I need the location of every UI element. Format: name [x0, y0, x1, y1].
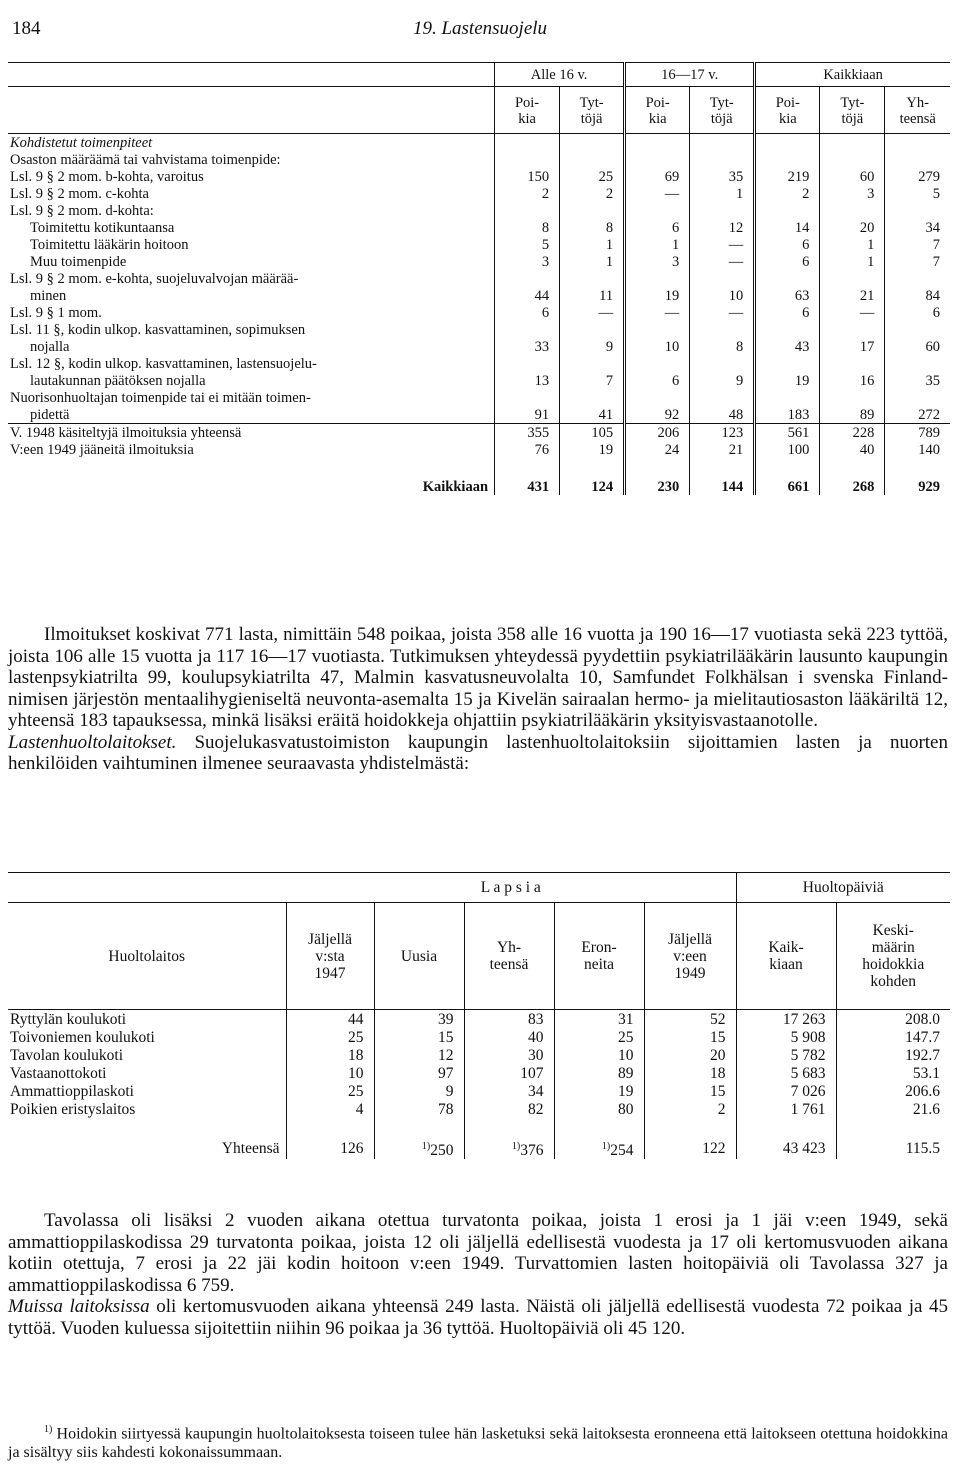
cell: 34 [885, 219, 950, 236]
cell [755, 389, 820, 406]
row-label: Toimitettu kotikuntaansa [30, 219, 175, 236]
cell: 89 [820, 406, 885, 424]
table-row [8, 1010, 950, 1029]
cell: 82 [464, 1100, 554, 1118]
col-group-16-17: 16—17 v. [625, 63, 755, 87]
row-label: V. 1948 käsiteltyjä ilmoituksia yhteensä [8, 424, 495, 442]
cell [560, 355, 625, 372]
cell [755, 202, 820, 219]
institutions-table [8, 872, 950, 1159]
cell: 10 [554, 1046, 644, 1064]
cell: 60 [885, 338, 950, 355]
cell: 150 [495, 168, 560, 185]
cell: 15 [644, 1028, 736, 1046]
cell: — [625, 304, 690, 321]
cell: 48 [690, 406, 755, 424]
cell: 6 [625, 372, 690, 389]
cell: 20 [820, 219, 885, 236]
table-row [8, 441, 950, 458]
cell: 3 [495, 253, 560, 270]
cell: 31 [554, 1010, 644, 1029]
cell: 272 [885, 406, 950, 424]
cell [560, 389, 625, 406]
paragraph-text: Suojelukasvatustoimiston kaupungin lastenhuoltolaitoksiin sijoittamien lasten ja nuorten henkilöiden vaihtuminen ilmenee seuraavasta yhdistelmästä: [8, 731, 948, 774]
cell: 2 [495, 185, 560, 202]
cell: 561 [755, 424, 820, 442]
cell: 92 [625, 406, 690, 424]
cell: 25 [560, 168, 625, 185]
cell [560, 202, 625, 219]
table-row [8, 168, 950, 185]
col-header: Jäljellä v:sta 1947 [286, 903, 374, 1010]
cell: 3 [820, 185, 885, 202]
cell: 929 [885, 458, 950, 495]
cell: 1 [690, 185, 755, 202]
cell: 20 [644, 1046, 736, 1064]
cell: 13 [495, 372, 560, 389]
cell: 35 [885, 372, 950, 389]
table-total-row [8, 458, 950, 495]
cell: 15 [374, 1028, 464, 1046]
cell [820, 270, 885, 287]
cell: 19 [625, 287, 690, 304]
col-header: Poi- kia [495, 87, 560, 134]
row-label: Osaston määräämä tai vahvistama toimenpide: [10, 151, 281, 168]
cell: 2 [644, 1100, 736, 1118]
cell [625, 270, 690, 287]
cell: 5 683 [736, 1064, 836, 1082]
cell: $^{1)}$250 [374, 1118, 464, 1159]
cell: 206 [625, 424, 690, 442]
cell [755, 270, 820, 287]
cell: 1 761 [736, 1100, 836, 1118]
row-label: Lsl. 9 § 2 mom. b-kohta, varoitus [10, 168, 204, 185]
cell: 52 [644, 1010, 736, 1029]
cell [495, 151, 560, 168]
cell [820, 321, 885, 338]
cell: 2 [560, 185, 625, 202]
cell: 10 [690, 287, 755, 304]
cell [885, 389, 950, 406]
cell: 39 [374, 1010, 464, 1029]
cell: 147.7 [836, 1028, 950, 1046]
row-label: Tavolan koulukoti [10, 1046, 123, 1064]
cell: 25 [286, 1028, 374, 1046]
page-header [10, 14, 950, 44]
col-header: Eron- neita [554, 903, 644, 1010]
cell: 21.6 [836, 1100, 950, 1118]
row-label: V:een 1949 jääneitä ilmoituksia [10, 441, 194, 458]
table-row [8, 389, 950, 406]
col-group-under-16: Alle 16 v. [495, 63, 625, 87]
col-header: Kaik- kiaan [736, 903, 836, 1010]
cell: 17 263 [736, 1010, 836, 1029]
cell: 8 [690, 338, 755, 355]
table-row [8, 236, 950, 253]
cell [820, 151, 885, 168]
cell: 6 [625, 219, 690, 236]
cell: 63 [755, 287, 820, 304]
cell [885, 321, 950, 338]
cell: 183 [755, 406, 820, 424]
table-row [8, 1028, 950, 1046]
col-header: Poi- kia [755, 87, 820, 134]
cell: 661 [755, 458, 820, 495]
cell: 11 [560, 287, 625, 304]
paragraph-lead: Muissa laitoksissa [8, 1296, 150, 1317]
col-header: Tyt- töjä [820, 87, 885, 134]
cell: 123 [690, 424, 755, 442]
table-row [8, 372, 950, 389]
cell: 122 [644, 1118, 736, 1159]
cell [495, 389, 560, 406]
cell: 100 [755, 441, 820, 458]
cell: — [625, 185, 690, 202]
cell [885, 202, 950, 219]
row-label: Poikien eristyslaitos [10, 1100, 136, 1118]
cell [495, 202, 560, 219]
cell: 206.6 [836, 1082, 950, 1100]
cell: 53.1 [836, 1064, 950, 1082]
cell: 60 [820, 168, 885, 185]
cell: 25 [554, 1028, 644, 1046]
cell: — [820, 304, 885, 321]
body-paragraph-2 [8, 1210, 948, 1339]
footnote-mark: 1) [601, 1141, 611, 1152]
col-header: Huoltolaitos [8, 903, 286, 1010]
cell: 10 [625, 338, 690, 355]
page-number: 184 [12, 18, 41, 39]
cell: 76 [495, 441, 560, 458]
cell: 105 [560, 424, 625, 442]
cell: 208.0 [836, 1010, 950, 1029]
measures-table [8, 62, 950, 495]
cell [755, 151, 820, 168]
cell [820, 389, 885, 406]
row-label: pidettä [30, 406, 70, 423]
cell: 7 [885, 253, 950, 270]
table-row [8, 304, 950, 321]
cell: 34 [464, 1082, 554, 1100]
cell: 228 [820, 424, 885, 442]
row-label: nojalla [30, 338, 70, 355]
total-label: Yhteensä [221, 1140, 280, 1158]
cell [495, 321, 560, 338]
cell: 115.5 [836, 1118, 950, 1159]
cell: 126 [286, 1118, 374, 1159]
cell: 10 [286, 1064, 374, 1082]
table-row [8, 1046, 950, 1064]
cell [885, 355, 950, 372]
row-label: Vastaanottokoti [10, 1064, 107, 1082]
cell: 219 [755, 168, 820, 185]
cell: 19 [554, 1082, 644, 1100]
cell: 44 [286, 1010, 374, 1029]
cell: 43 [755, 338, 820, 355]
cell [495, 355, 560, 372]
cell: 25 [286, 1082, 374, 1100]
footnote [8, 1420, 948, 1462]
paragraph-text: oli kertomusvuoden aikana yhteensä 249 lasta. Näistä oli jäljellä edellisestä vuodesta 72 poikaa ja 45 tyttöä. Vuoden kuluessa sijoitettiin niihin 96 poikaa ja 36 tyttöä. Huoltopäiviä oli 45 120. [8, 1296, 948, 1339]
row-label: Ryttylän koulukoti [10, 1010, 127, 1028]
cell: 18 [286, 1046, 374, 1064]
cell: 6 [755, 253, 820, 270]
cell: 1 [625, 236, 690, 253]
cell [820, 202, 885, 219]
cell: 18 [644, 1064, 736, 1082]
cell: 6 [755, 304, 820, 321]
paragraph-text: Tavolassa oli lisäksi 2 vuoden aikana otettua turvatonta poikaa, joista 1 erosi ja 1 jäi v:een 1949, sekä ammattioppilaskodissa 29 turvatonta poikaa, joista 12 oli jäljellä edellisestä vuodesta ja 17 oli kertomusvuoden aikana kotiin otettuja, 7 erosi ja 22 jäi kodin hoitoon v:een 1949. Turvattomien lasten hoitopäiviä oli Tavolassa 327 ja ammattioppilaskodissa 6 759. [8, 1210, 948, 1296]
cell: 9 [374, 1082, 464, 1100]
cell: 16 [820, 372, 885, 389]
cell [625, 355, 690, 372]
cell: 3 [625, 253, 690, 270]
cell: 21 [690, 441, 755, 458]
table-row [8, 321, 950, 338]
cell: 6 [755, 236, 820, 253]
cell: 7 [885, 236, 950, 253]
cell: 15 [644, 1082, 736, 1100]
cell [625, 389, 690, 406]
body-paragraph-1 [8, 624, 948, 775]
cell [560, 151, 625, 168]
cell: 69 [625, 168, 690, 185]
col-group-total: Kaikkiaan [755, 63, 950, 87]
cell: $^{1)}$254 [554, 1118, 644, 1159]
running-title: 19. Lastensuojelu [412, 18, 548, 39]
footnote-text: Hoidokin siirtyessä kaupungin huoltolaitoksesta toiseen tulee hän lasketuksi sekä laitoksesta eronneena että laitokseen otettuna hoidokkina ja sisältyy siis kahdesti kokonaissummaan. [8, 1425, 949, 1462]
cell: 24 [625, 441, 690, 458]
cell: 12 [374, 1046, 464, 1064]
col-header: Keski- määrin hoidokkia kohden [836, 903, 950, 1010]
table-row [8, 1100, 950, 1118]
table-row [8, 202, 950, 219]
table-row [8, 338, 950, 355]
cell [820, 355, 885, 372]
row-label: Nuorisonhuoltajan toimenpide tai ei mitään toimen- [10, 389, 311, 406]
table-row [8, 270, 950, 287]
total-label: Kaikkiaan [422, 478, 489, 495]
cell: 7 [560, 372, 625, 389]
cell [690, 202, 755, 219]
cell: 41 [560, 406, 625, 424]
cell: 33 [495, 338, 560, 355]
cell: $^{1)}$376 [464, 1118, 554, 1159]
col-header: Yh- teensä [885, 87, 950, 134]
row-label: lautakunnan päätöksen nojalla [30, 372, 206, 389]
cell: 80 [554, 1100, 644, 1118]
cell: 6 [885, 304, 950, 321]
paragraph-text: Ilmoitukset koskivat 771 lasta, nimittäin 548 poikaa, joista 358 alle 16 vuotta ja 190 16—17 vuotiasta sekä 223 tyttöä, joista 106 alle 15 vuotta ja 117 16—17 vuotiasta. Tutkimuksen yhteydessä pyydettiin psykiatrilääkärin lausunto kaupungin lastenpsykiatrilta 99, koulupsykiatrilta 47, Malmin kasvatusneuvolalta 10, Samfundet Folkhälsan i svenska Finland-nimisen järjestön mentaalihygieniseltä neuvonta-asemalta 15 ja Kivelän sairaalan hermo- ja mielitautiosaston lääkäriltä 12, yhteensä 183 tapauksessa, minkä lisäksi eräitä hoidokkeja ohjattiin psykiatrilääkärin yksityisvastaanotolle. [8, 624, 948, 731]
table-row [8, 355, 950, 372]
cell: 19 [755, 372, 820, 389]
col-header: Uusia [374, 903, 464, 1010]
cell: 4 [286, 1100, 374, 1118]
col-header: Poi- kia [625, 87, 690, 134]
cell: 2 [755, 185, 820, 202]
cell: 5 782 [736, 1046, 836, 1064]
cell: — [690, 236, 755, 253]
cell: 144 [690, 458, 755, 495]
footnote-mark: 1) [511, 1141, 521, 1152]
cell [560, 270, 625, 287]
row-label: Ammattioppilaskoti [10, 1082, 134, 1100]
cell: 9 [560, 338, 625, 355]
cell: 89 [554, 1064, 644, 1082]
col-header: Jäljellä v:een 1949 [644, 903, 736, 1010]
footnote-mark: 1) [421, 1141, 431, 1152]
cell: 1 [820, 236, 885, 253]
row-label: minen [30, 287, 67, 304]
group-care-days: Huoltopäiviä [736, 873, 950, 903]
table-row [8, 424, 950, 442]
cell [690, 355, 755, 372]
cell: 7 026 [736, 1082, 836, 1100]
cell: 12 [690, 219, 755, 236]
table-row [8, 1064, 950, 1082]
cell: 8 [560, 219, 625, 236]
row-label: Lsl. 9 § 2 mom. c-kohta [10, 185, 149, 202]
cell: 21 [820, 287, 885, 304]
table-row [8, 1082, 950, 1100]
cell: 355 [495, 424, 560, 442]
cell: 9 [690, 372, 755, 389]
table-row [8, 185, 950, 202]
row-label: Lsl. 12 §, kodin ulkop. kasvattaminen, lastensuojelu- [10, 355, 317, 372]
cell: 83 [464, 1010, 554, 1029]
cell: 44 [495, 287, 560, 304]
table-row [8, 253, 950, 270]
cell: 35 [690, 168, 755, 185]
cell: 5 [495, 236, 560, 253]
paragraph-lead: Lastenhuoltolaitokset. [8, 731, 177, 753]
cell [690, 151, 755, 168]
cell: 5 [885, 185, 950, 202]
cell: 1 [820, 253, 885, 270]
cell: 1 [560, 253, 625, 270]
cell [755, 355, 820, 372]
cell [495, 270, 560, 287]
cell [885, 270, 950, 287]
cell: 140 [885, 441, 950, 458]
cell: 84 [885, 287, 950, 304]
cell [885, 151, 950, 168]
cell: 431 [495, 458, 560, 495]
cell [625, 151, 690, 168]
table-row [8, 287, 950, 304]
col-header: Tyt- töjä [690, 87, 755, 134]
cell [755, 321, 820, 338]
cell: — [560, 304, 625, 321]
cell: 192.7 [836, 1046, 950, 1064]
table-row [8, 219, 950, 236]
row-label: Lsl. 9 § 1 mom. [10, 304, 102, 321]
row-label: Toimitettu lääkärin hoitoon [30, 236, 189, 253]
cell: 40 [820, 441, 885, 458]
table-total-row [8, 1118, 950, 1159]
cell [690, 270, 755, 287]
row-label: Lsl. 9 § 2 mom. e-kohta, suojeluvalvojan määrää- [10, 270, 299, 287]
cell: 230 [625, 458, 690, 495]
cell: 789 [885, 424, 950, 442]
cell: 124 [560, 458, 625, 495]
cell: 43 423 [736, 1118, 836, 1159]
cell: 14 [755, 219, 820, 236]
row-label: Toivoniemen koulukoti [10, 1028, 155, 1046]
cell: 5 908 [736, 1028, 836, 1046]
cell: 78 [374, 1100, 464, 1118]
table-row [8, 151, 950, 168]
group-children: L a p s i a [286, 873, 736, 903]
cell [625, 202, 690, 219]
cell: 8 [495, 219, 560, 236]
cell: 279 [885, 168, 950, 185]
cell: — [690, 253, 755, 270]
cell: 268 [820, 458, 885, 495]
row-label: Lsl. 11 §, kodin ulkop. kasvattaminen, sopimuksen [10, 321, 306, 338]
cell: 6 [495, 304, 560, 321]
cell [625, 321, 690, 338]
table-row [8, 406, 950, 424]
cell: 30 [464, 1046, 554, 1064]
cell: 19 [560, 441, 625, 458]
row-label: Muu toimenpide [30, 253, 127, 270]
footnote-mark: 1) [44, 1424, 53, 1435]
cell [690, 389, 755, 406]
cell: 107 [464, 1064, 554, 1082]
col-header: Yh- teensä [464, 903, 554, 1010]
cell: 97 [374, 1064, 464, 1082]
cell: 40 [464, 1028, 554, 1046]
col-header: Tyt- töjä [560, 87, 625, 134]
cell: — [690, 304, 755, 321]
section-title: Kohdistetut toimenpiteet [10, 134, 153, 151]
cell [690, 321, 755, 338]
cell: 17 [820, 338, 885, 355]
cell [560, 321, 625, 338]
cell: 91 [495, 406, 560, 424]
row-label: Lsl. 9 § 2 mom. d-kohta: [10, 202, 154, 219]
cell: 1 [560, 236, 625, 253]
